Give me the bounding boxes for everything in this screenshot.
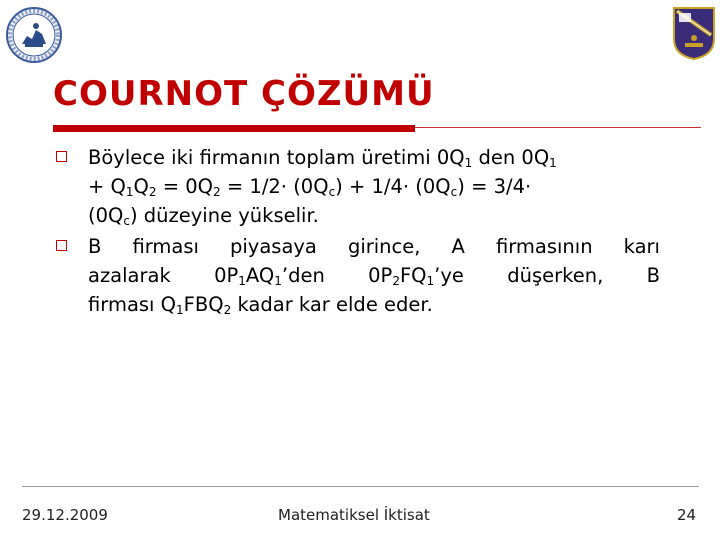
footer-course-title: Matematiksel İktisat <box>278 506 430 524</box>
bullet-item <box>54 232 660 319</box>
bullet-line: firması $Q_1FBQ_2$ kadar kar elde eder. <box>88 293 433 317</box>
bullet-line: B firması piyasaya girince, A firmasının karı <box>88 235 660 258</box>
university-seal-icon <box>5 6 63 64</box>
bullet-item <box>54 143 660 230</box>
footer-divider <box>22 486 699 487</box>
title-underline-accent <box>53 125 415 132</box>
faculty-shield-icon <box>671 5 717 61</box>
hollow-square-bullet-icon <box>56 240 67 251</box>
hollow-square-bullet-icon <box>56 151 67 162</box>
bullet-line: $(0Q_c)$ düzeyine yükselir. <box>88 204 319 228</box>
bullet-line: azalarak $0P_1AQ_1’den$ $0P_2FQ_1’ye$ düşerken, B <box>88 264 660 288</box>
page-number: 24 <box>677 506 697 524</box>
slide-title: COURNOT ÇÖZÜMÜ <box>53 74 435 114</box>
bullet-line: Böylece iki firmanın toplam üretimi $0Q_1$ den $0Q_1$ <box>88 146 557 170</box>
bullet-list <box>54 143 660 321</box>
footer-date: 29.12.2009 <box>22 506 108 524</box>
bullet-line: + $Q_1Q_2 = 0Q_2 = 1/2\cdot (0Q_c) + 1/4\cdot (0Q_c) = 3/4\cdot$ <box>88 175 532 199</box>
